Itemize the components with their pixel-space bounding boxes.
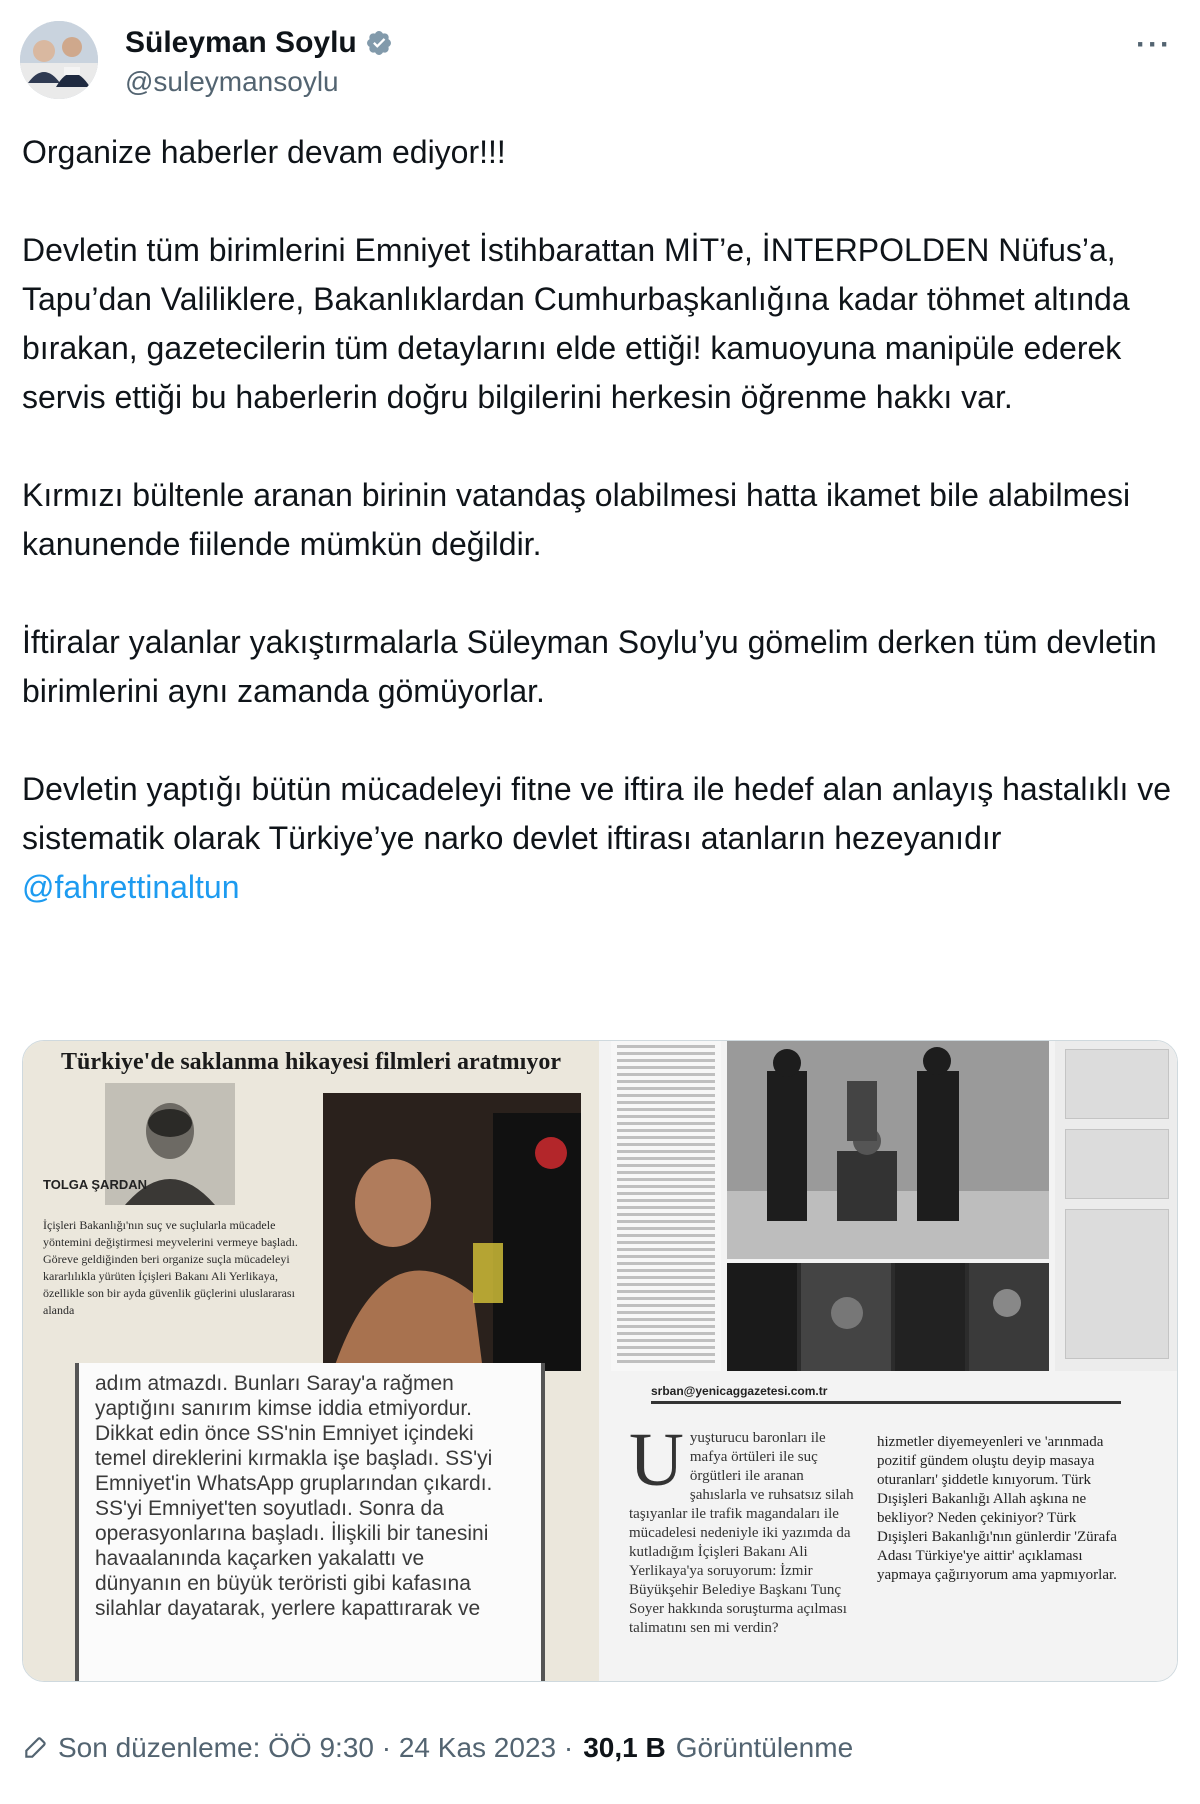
clipping-column-b: hizmetler diyemeyenleri ve 'arınmada pozitif gündem oluştu deyip masaya oturanları' şiddetle kınıyorum. Türk Dışişleri Bakanlığı Allah aşkına ne bekliyor? Neden çekiniyor? Türk Dışişleri Bakanlığı'nın günlerdir 'Zürafa Adası Türkiye'ye aittir' açıklaması yapmaya çağırıyorum ama yapmıyorlar. (877, 1434, 1117, 1583)
drop-cap: U (629, 1418, 684, 1502)
newspaper-clipping-right[interactable] (599, 1041, 1178, 1682)
tweet-paragraph: Organize haberler devam ediyor!!! (22, 134, 506, 170)
tweet-footer (22, 1728, 853, 1768)
mention-link[interactable]: @fahrettinaltun (22, 869, 240, 905)
tweet-paragraph: İftiralar yalanlar yakıştırmalarla Süleyman Soylu’yu gömelim derken tüm devletin birimlerini aynı zamanda gömüyorlar. (22, 624, 1157, 709)
document-scan (1065, 1049, 1169, 1119)
tweet-header (0, 0, 1200, 120)
clipping-column-a (629, 1418, 859, 1638)
more-options-ellipsis-icon[interactable]: ··· (1136, 28, 1172, 61)
tweet-paragraph: Devletin tüm birimlerini Emniyet İstihbarattan MİT’e, İNTERPOLDEN Nüfus’a, Tapu’dan Valiliklere, Bakanlıklardan Cumhurbaşkanlığına kadar töhmet altında bırakan, gazetecilerin tüm detaylarını elde ettiği! kamuoyuna manipüle ederek servis ettiği bu haberlerin doğru bilgilerini herkesin öğrenme hakkı var. (22, 232, 1130, 415)
clipping-lead-text: İçişleri Bakanlığı'nın suç ve suçlularla mücadele yöntemini değiştirmesi meyvelerini vermeye başladı. Göreve geldiğinden beri organize suçla mücadeleyi kararlılıkla yürüten İçişleri Bakanı Ali Yerlikaya, özellikle son bir ayda güvenlik güçlerini uluslararası alanda (43, 1218, 298, 1317)
tweet-media[interactable] (22, 1040, 1178, 1682)
avatar[interactable] (20, 21, 98, 99)
clipping-column-a-text: yuşturucu baronları ile mafya örtüleri ile suç örgütleri ile aranan şahıslarla ve ruhsatsız silah taşıyanlar ile trafik magandaları ile mücadelesi nedeniyle iki yazımda da kutladığım İçişleri Bakanı Ali Yerlikaya'ya soruyorum: İzmir Büyükşehir Belediye Başkanı Tunç Soyer hakkında soruşturma açılması talimatını sen mi verdin? (629, 1430, 854, 1636)
clipping-column (75, 1363, 545, 1682)
identity-documents (1055, 1041, 1178, 1371)
display-name-text: Süleyman Soylu (125, 26, 357, 59)
clipping-author: TOLGA ŞARDAN (43, 1177, 147, 1192)
clipping-email: srban@yenicaggazetesi.com.tr (651, 1384, 828, 1398)
clipping-small-text-column (611, 1041, 721, 1371)
views-count: 30,1 B (583, 1732, 666, 1763)
arrest-photo (323, 1093, 581, 1371)
clipping-column-text: adım atmazdı. Bunları Saray'a rağmen yaptığını sanırım kimse iddia etmiyordur. Dikkat edin önce SS'nin Emniyet içindeki temel direklerini kırmakla işe başladı. SS'yi Emniyet'in WhatsApp gruplarından çıkardı. SS'yi Emniyet'ten soyutladı. Sonra da operasyonlarına başladı. İlişkili bir tanesini havaalanında kaçarken yakalattı ve dünyanın en büyük teröristi gibi kafasına silahlar dayatarak, yerlere kapattırarak ve (95, 1372, 493, 1620)
views-label: Görüntülenme (675, 1732, 854, 1763)
verified-badge-icon (365, 29, 393, 57)
user-handle[interactable]: @suleymansoylu (125, 66, 339, 97)
tweet-paragraph: Devletin yaptığı bütün mücadeleyi fitne ve iftira ile hedef alan anlayış hastalıklı ve sistematik olarak Türkiye’ye narko devlet iftirası atanların hezeyanıdır (22, 771, 1172, 856)
operation-photos-strip (727, 1263, 1049, 1371)
clipping-headline: Türkiye'de saklanma hikayesi filmleri aratmıyor (61, 1049, 561, 1075)
tweet-paragraph: Kırmızı bültenle aranan birinin vatandaş olabilmesi hatta ikamet bile alabilmesi kanunende fiilende mümkün değildir. (22, 477, 1131, 562)
divider (651, 1401, 1121, 1404)
newspaper-clipping-left[interactable] (23, 1041, 599, 1682)
passport-scan (1065, 1129, 1169, 1199)
tweet-text (22, 128, 1182, 912)
avatar-image (20, 21, 98, 99)
pencil-icon (22, 1735, 48, 1761)
operation-photo (727, 1041, 1049, 1259)
edited-timestamp[interactable]: Son düzenleme: ÖÖ 9:30 · 24 Kas 2023 · (58, 1732, 574, 1763)
display-name[interactable] (125, 26, 393, 60)
id-card-scan (1065, 1209, 1169, 1359)
